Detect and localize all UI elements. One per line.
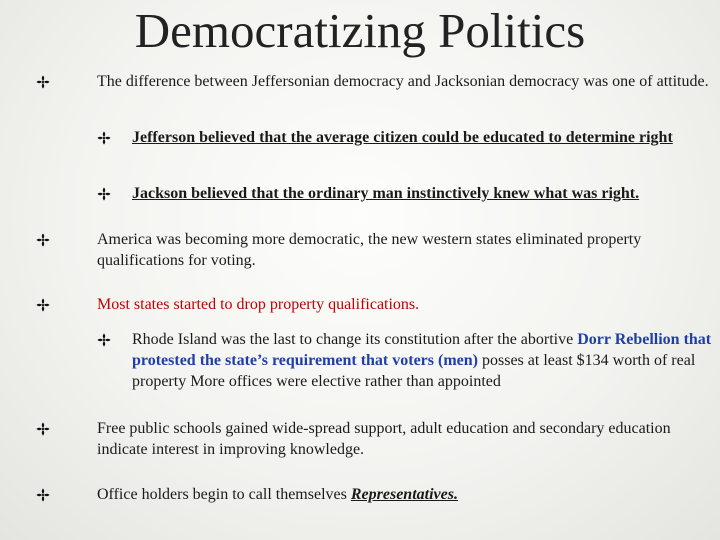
sub-bullet-text-3-1-part2: abortive xyxy=(520,331,574,348)
diamond-bullet-icon xyxy=(36,488,50,502)
bullet-text-5-part2: Representatives. xyxy=(350,486,458,503)
bullet-text-5-part1: Office holders begin to call themselves xyxy=(97,486,351,503)
sub-bullet-text-3-1-part3: Dorr Rebellion that protested the state’s requirement that voters (men) xyxy=(132,331,712,369)
diamond-bullet-icon xyxy=(97,187,111,201)
sub-bullet-text-3-1-part4: posses at least $134 worth of real property More offices were elective rather than appointed xyxy=(132,352,696,390)
slide-title: Democratizing Politics xyxy=(134,3,586,58)
diamond-bullet-icon xyxy=(97,333,111,347)
sub-bullet-text-3-1 xyxy=(132,329,720,392)
sub-bullet-text-1-2: Jackson believed that the ordinary man instinctively knew what was right. xyxy=(132,185,640,202)
diamond-bullet-icon xyxy=(36,422,50,436)
diamond-bullet-icon xyxy=(36,298,50,312)
bullet-text-3: Most states started to drop property qualifications. xyxy=(97,296,420,313)
sub-bullet-text-1-1: Jefferson believed that the average citizen could be educated to determine right xyxy=(132,129,673,146)
bullet-text-4: Free public schools gained wide-spread support, adult education and secondary education indicate interest in improving knowledge. xyxy=(97,420,671,458)
sub-bullet-text-3-1-part1: Rhode Island was the last to change its constitution after the xyxy=(132,331,521,348)
diamond-bullet-icon xyxy=(36,75,50,89)
diamond-bullet-icon xyxy=(36,233,50,247)
bullet-text-5 xyxy=(97,484,720,505)
bullet-text-2: America was becoming more democratic, the new western states eliminated property qualifications for voting. xyxy=(97,231,642,269)
diamond-bullet-icon xyxy=(97,131,111,145)
bullet-text-1: The difference between Jeffersonian democracy and Jacksonian democracy was one of attitude. xyxy=(97,73,709,90)
